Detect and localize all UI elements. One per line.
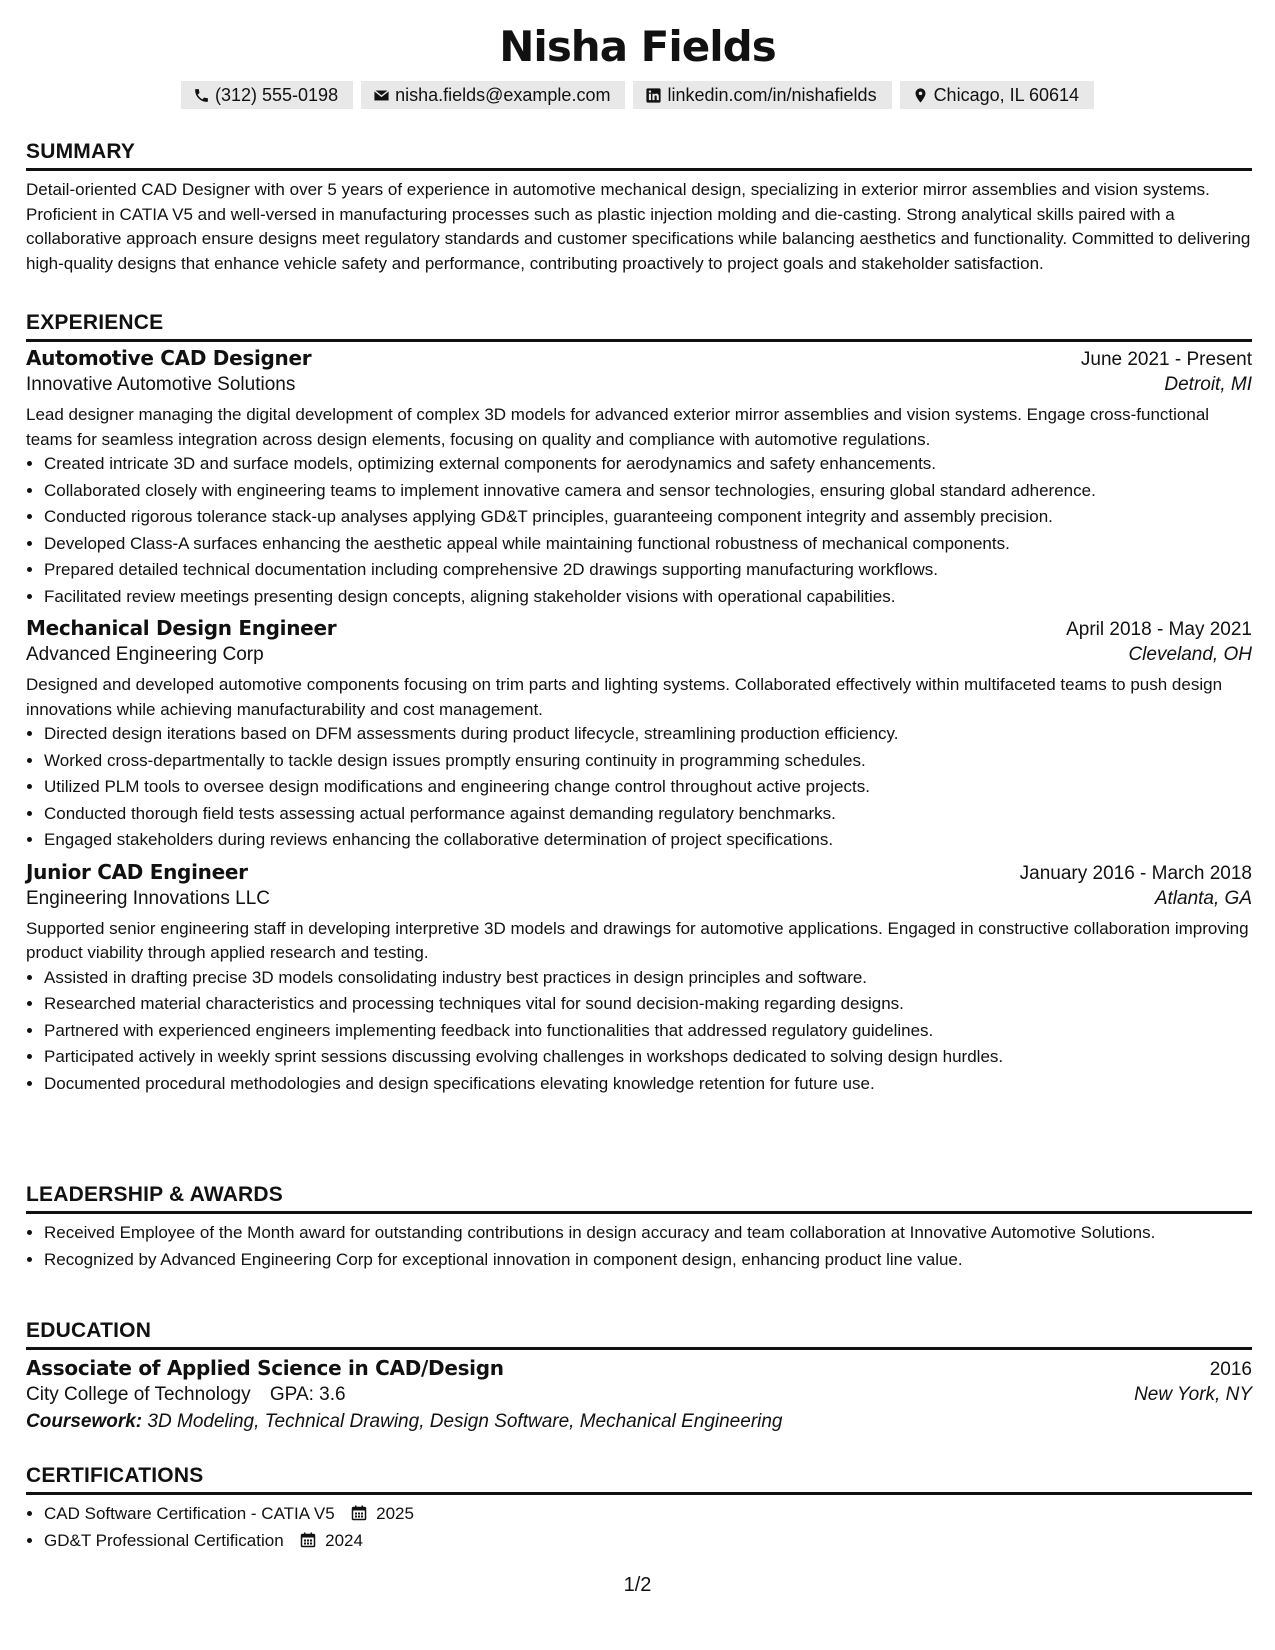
list-item: • Researched material characteristics and processing techniques vital for sound decision-making regarding designs. [44,992,1252,1017]
job-date: January 2016 - March 2018 [1019,862,1252,884]
certification-name: CAD Software Certification - CATIA V5 [44,1504,335,1523]
job-company: Innovative Automotive Solutions [26,374,296,395]
job-entry [26,616,1252,853]
list-item: • Created intricate 3D and surface models, optimizing external components for aerodynamics and safety enhancements. [44,452,1252,477]
contact-phone-text: (312) 555-0198 [214,84,339,105]
calendar-icon [300,1532,316,1548]
list-item: • Conducted thorough field tests assessing actual performance against demanding regulatory benchmarks. [44,802,1252,827]
education-heading: EDUCATION [26,1317,1252,1350]
list-item [44,1529,1252,1554]
job-location: Detroit, MI [1164,374,1252,395]
degree-title: Associate of Applied Science in CAD/Design [26,1356,504,1380]
job-date: April 2018 - May 2021 [1066,619,1252,640]
list-item: • Participated actively in weekly sprint sessions discussing evolving challenges in workshops dedicated to solving design hurdles. [44,1045,1252,1070]
job-location: Cleveland, OH [1128,644,1252,665]
contact-location-text: Chicago, IL 60614 [933,84,1080,105]
summary-section [26,138,1252,276]
list-item: • Facilitated review meetings presenting design concepts, aligning stakeholder visions with operational capabilities. [44,585,1252,610]
list-item: • Engaged stakeholders during reviews enhancing the collaborative determination of project specifications. [44,828,1252,853]
graduation-year: 2016 [1209,1359,1252,1380]
job-description: Designed and developed automotive components focusing on trim parts and lighting systems. Collaborated effectively within multifaceted teams to push design innovations while achieving manufacturability and cost management. [26,675,1223,719]
school-location: New York, NY [1134,1384,1252,1405]
map-pin-icon [912,87,929,104]
candidate-name: Nisha Fields [499,22,776,71]
experience-section [26,309,1252,1098]
job-bullets [26,966,1252,1097]
job-title: Automotive CAD Designer [26,346,312,370]
coursework [26,1411,1252,1433]
contact-location [900,81,1094,109]
leadership-bullets [26,1221,1252,1272]
linkedin-icon [645,87,662,104]
list-item: • Received Employee of the Month award for outstanding contributions in design accuracy and team collaboration at Innovative Automotive Solutions. [44,1221,1252,1246]
contact-bar [0,81,1275,109]
education-section [26,1317,1252,1433]
coursework-list: 3D Modeling, Technical Drawing, Design Software, Mechanical Engineering [147,1411,783,1432]
envelope-icon [373,87,390,104]
list-item: • Conducted rigorous tolerance stack-up analyses applying GD&T principles, guaranteeing component integrity and assembly precision. [44,505,1252,530]
list-item: • Prepared detailed technical documentation including comprehensive 2D drawings supporting manufacturing workflows. [44,558,1252,583]
calendar-icon [351,1505,367,1521]
job-location: Atlanta, GA [1154,887,1252,909]
contact-linkedin[interactable] [633,81,891,109]
gpa: GPA: 3.6 [269,1384,346,1405]
certification-year: 2025 [376,1504,414,1523]
job-company: Advanced Engineering Corp [26,644,264,665]
certification-name: GD&T Professional Certification [44,1530,284,1550]
job-description: Lead designer managing the digital development of complex 3D models for advanced exterior mirror assemblies and vision systems. Engage cross-functional teams for seamless integration across design elements, focusing on quality and compliance with automotive regulations. [26,405,1210,449]
list-item: • Collaborated closely with engineering teams to implement innovative camera and sensor technologies, ensuring global standard adherence. [44,479,1252,504]
contact-email-text: nisha.fields@example.com [395,84,611,105]
list-item: • Worked cross-departmentally to tackle design issues promptly ensuring continuity in programming schedules. [44,749,1252,774]
certification-year: 2024 [325,1530,363,1550]
phone-icon [193,87,210,104]
job-company: Engineering Innovations LLC [26,887,271,909]
job-bullets [26,722,1252,853]
certifications-section [26,1462,1252,1555]
certifications-list [26,1502,1252,1553]
job-bullets [26,452,1252,609]
list-item: • Assisted in drafting precise 3D models consolidating industry best practices in design principles and software. [44,966,1252,991]
job-title: Junior CAD Engineer [26,859,248,884]
summary-heading: SUMMARY [26,138,1252,171]
list-item [44,1502,1252,1527]
list-item: • Partnered with experienced engineers implementing feedback into functionalities that addressed regulatory guidelines. [44,1019,1252,1044]
job-description: Supported senior engineering staff in developing interpretive 3D models and drawings for automotive applications. Engaged in constructive collaboration improving product viability through applied research and testing. [26,918,1249,962]
summary-text: Detail-oriented CAD Designer with over 5 years of experience in automotive mechanical design, specializing in exterior mirror assemblies and vision systems. Proficient in CATIA V5 and well-versed in manufacturing processes such as plastic injection molding and die-casting. Strong analytical skills paired with a collaborative approach ensure designs meet regulatory standards and customer specifications while balancing aesthetics and functionality. Committed to delivering high-quality designs that enhance vehicle safety and performance, contributing proactively to project goals and stakeholder satisfaction. [26,180,1251,273]
list-item: • Recognized by Advanced Engineering Corp for exceptional innovation in component design, enhancing product line value. [44,1248,1252,1273]
list-item: • Developed Class-A surfaces enhancing the aesthetic appeal while maintaining functional robustness of mechanical components. [44,532,1252,557]
job-title: Mechanical Design Engineer [26,616,337,640]
list-item: • Documented procedural methodologies and design specifications elevating knowledge retention for future use. [44,1072,1252,1097]
leadership-section [26,1181,1252,1274]
page-number: 1/2 [623,1574,652,1596]
list-item: • Directed design iterations based on DFM assessments during product lifecycle, streamlining production efficiency. [44,722,1252,747]
job-entry [26,346,1252,609]
school-name: City College of Technology [26,1384,251,1405]
leadership-heading: LEADERSHIP & AWARDS [26,1181,1252,1214]
job-date: June 2021 - Present [1080,349,1252,370]
contact-phone[interactable] [181,81,353,109]
coursework-label: Coursework: [26,1411,143,1432]
list-item: • Utilized PLM tools to oversee design modifications and engineering change control throughout active projects. [44,775,1252,800]
certifications-heading: CERTIFICATIONS [26,1462,1252,1495]
contact-linkedin-text: linkedin.com/in/nishafields [667,84,877,105]
job-entry [26,860,1252,1097]
contact-email[interactable] [361,81,625,109]
experience-heading: EXPERIENCE [26,309,1252,342]
